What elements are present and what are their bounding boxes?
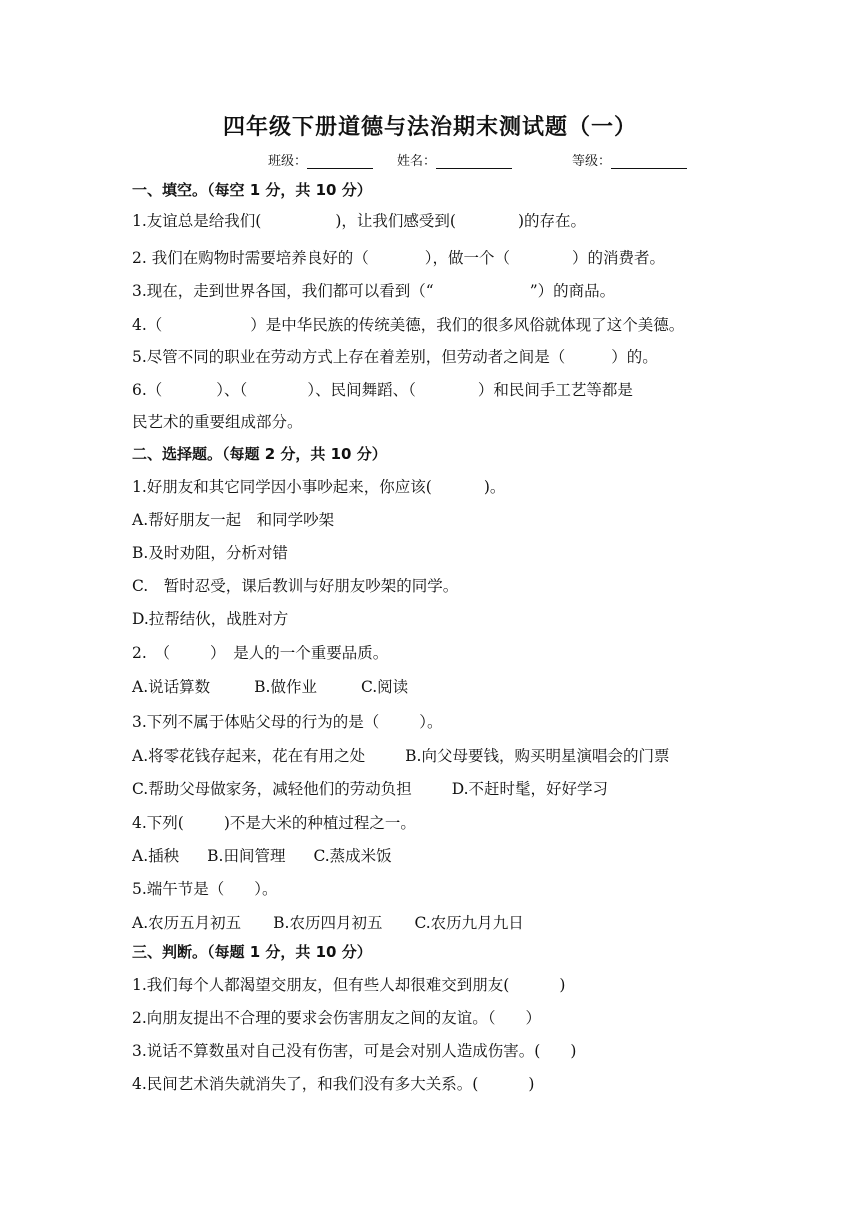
s3-question-3: 3.说话不算数虽对自己没有伤害，可是会对别人造成伤害。( ) [132, 1042, 577, 1060]
s1-question-4: 4.（ ）是中华民族的传统美德，我们的很多风俗就体现了这个美德。 [132, 316, 685, 334]
s2-q3-options-ab [132, 746, 669, 766]
section1-header: 一、填空。（每空 1 分，共 10 分） [132, 181, 372, 199]
s2-question-4: 4.下列( )不是大米的种植过程之一。 [132, 814, 416, 832]
page-title: 四年级下册道德与法治期末测试题（一） [222, 115, 637, 140]
option-a: A.农历五月初五 [132, 914, 242, 932]
option-c: C.帮助父母做家务，减轻他们的劳动负担 [132, 780, 412, 798]
option-a: A.插秧 [132, 847, 180, 865]
s1-question-6: 6.（ ）、（ ）、民间舞蹈、（ ）和民间手工艺等都是 [132, 381, 633, 399]
s2-q3-options-cd [132, 779, 608, 799]
s1-question-3: 3.现在，走到世界各国，我们都可以看到（“ ”）的商品。 [132, 282, 616, 300]
option-c: C.农历九月九日 [414, 914, 524, 932]
s2-q2-options [132, 677, 408, 697]
option-b: B.田间管理 [207, 847, 286, 865]
s2-question-2: 2. （ ） 是人的一个重要品质。 [132, 644, 389, 662]
option-a: A.说话算数 [132, 678, 211, 696]
option-c: C.蒸成米饭 [313, 847, 392, 865]
s1-question-1: 1.友谊总是给我们( )，让我们感受到( )的存在。 [132, 212, 587, 230]
s2-q1-option-b: B.及时劝阻，分析对错 [132, 544, 288, 562]
s2-q1-option-d: D.拉帮结伙，战胜对方 [132, 610, 289, 628]
option-b: B.向父母要钱，购买明星演唱会的门票 [405, 747, 670, 765]
s2-q5-options [132, 913, 524, 933]
s2-q1-option-a: A.帮好朋友一起 和同学吵架 [132, 511, 335, 529]
option-b: B.农历四月初五 [273, 914, 383, 932]
name-field[interactable] [436, 154, 512, 169]
option-b: B.做作业 [254, 678, 317, 696]
s3-question-2: 2.向朋友提出不合理的要求会伤害朋友之间的友谊。（ ） [132, 1009, 542, 1027]
name-label: 姓名： [397, 154, 437, 169]
s3-question-1: 1.我们每个人都渴望交朋友，但有些人却很难交到朋友( ) [132, 976, 566, 994]
option-c: C.阅读 [360, 678, 409, 696]
s1-question-6-cont: 民艺术的重要组成部分。 [132, 413, 303, 431]
class-field[interactable] [307, 154, 373, 169]
section3-header: 三、判断。（每题 1 分，共 10 分） [132, 943, 372, 961]
s2-question-3: 3.下列不属于体贴父母的行为的是（ ）。 [132, 713, 443, 731]
s3-question-4: 4.民间艺术消失就消失了，和我们没有多大关系。( ) [132, 1075, 535, 1093]
grade-field[interactable] [611, 154, 687, 169]
s2-q4-options [132, 846, 392, 866]
s1-question-5: 5.尽管不同的职业在劳动方式上存在着差别，但劳动者之间是（ ）的。 [132, 348, 658, 366]
option-d: D.不赶时髦，好好学习 [451, 780, 609, 798]
s2-question-1: 1.好朋友和其它同学因小事吵起来，你应该( )。 [132, 478, 506, 496]
student-info-row [268, 150, 687, 169]
s1-question-2: 2. 我们在购物时需要培养良好的（ ），做一个（ ）的消费者。 [132, 249, 665, 267]
s2-q1-option-c: C. 暂时忍受，课后教训与好朋友吵架的同学。 [132, 577, 459, 595]
grade-label: 等级： [572, 154, 612, 169]
option-a: A.将零花钱存起来，花在有用之处 [132, 747, 366, 765]
s2-question-5: 5.端午节是（ ）。 [132, 880, 278, 898]
class-label: 班级： [268, 154, 308, 169]
section2-header: 二、选择题。（每题 2 分，共 10 分） [132, 445, 387, 463]
